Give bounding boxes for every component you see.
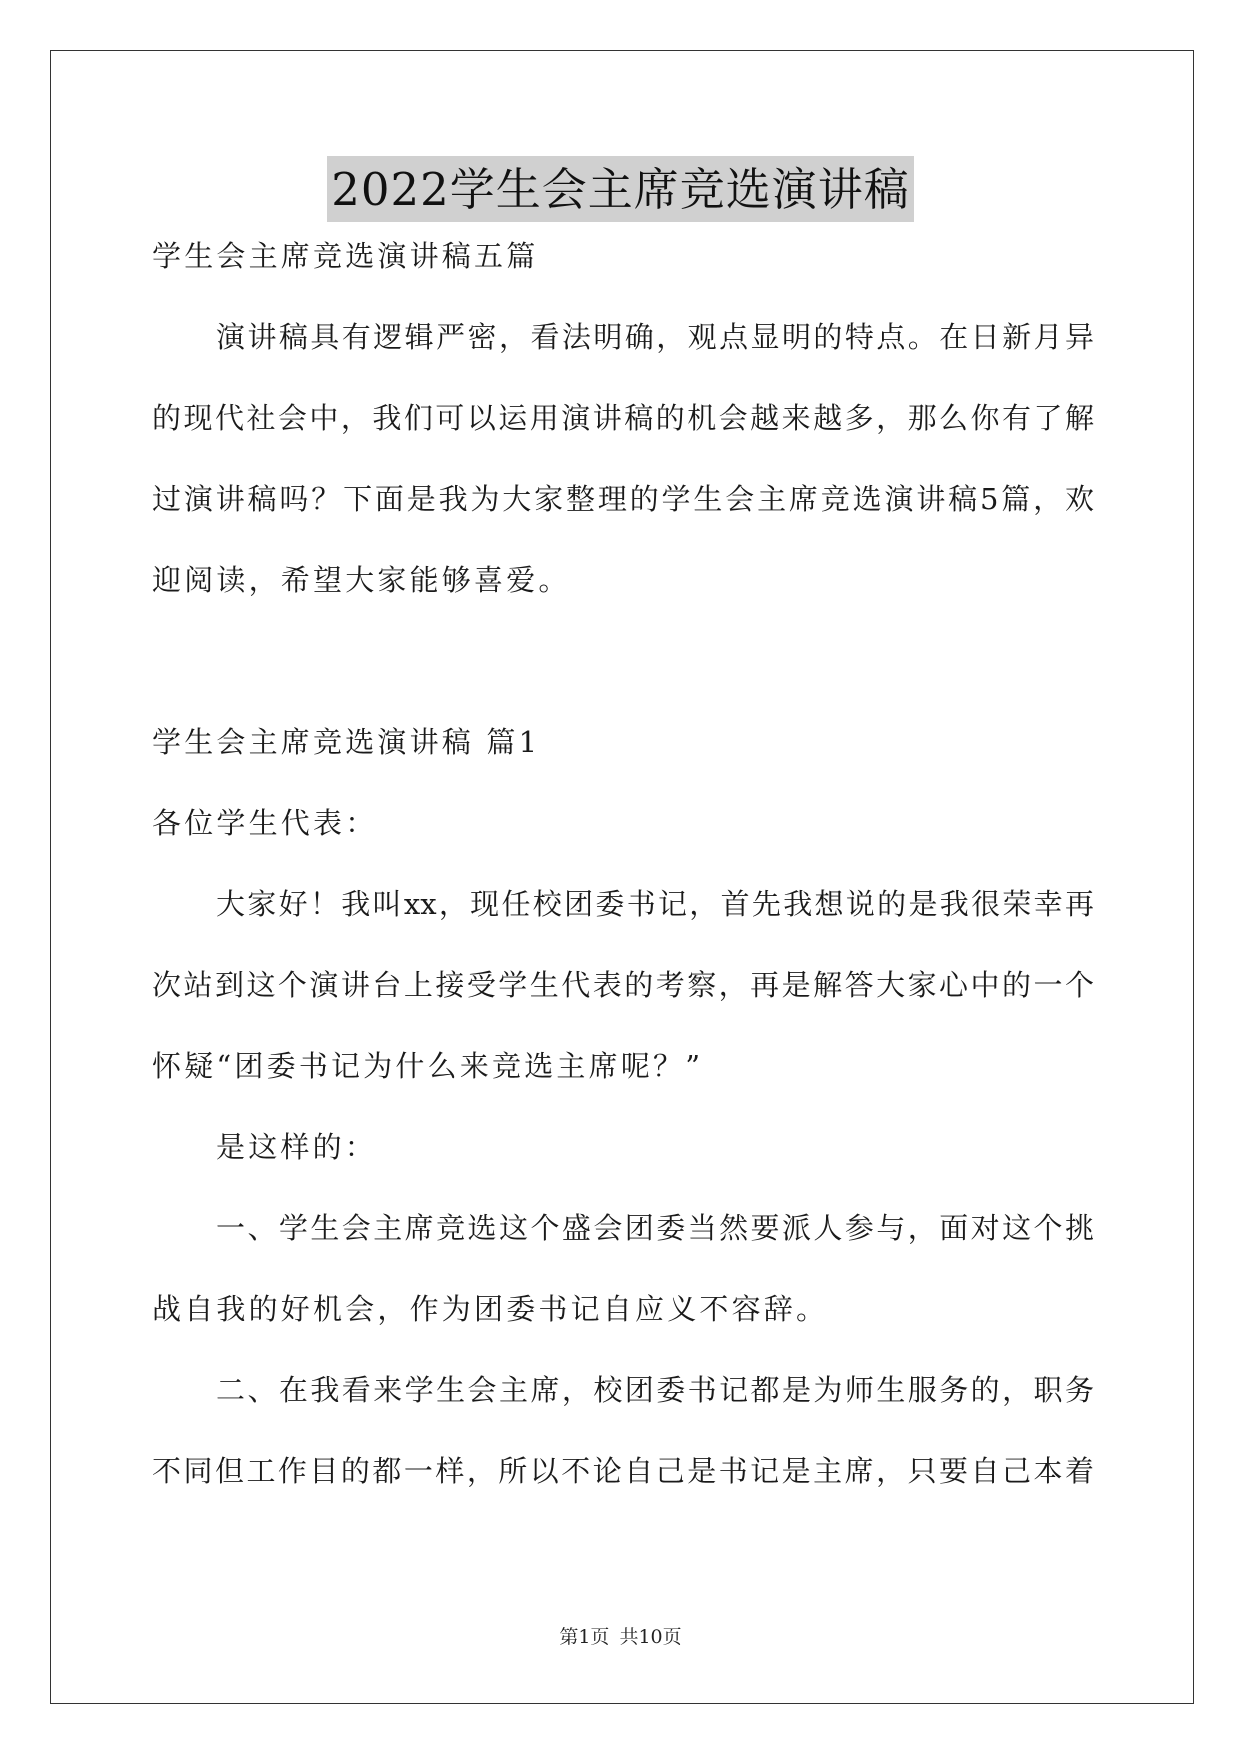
speech-paragraph-3	[152, 1208, 1094, 1329]
paragraph-line: 大家好！我叫xx，现任校团委书记，首先我想说的是我很荣幸再	[216, 887, 1094, 921]
speech-paragraph-1	[152, 884, 1094, 1086]
page-footer	[0, 1624, 1241, 1650]
document-title: 2022学生会主席竞选演讲稿	[327, 156, 914, 222]
speech-paragraph-4	[152, 1370, 1094, 1491]
paragraph-line: 的现代社会中，我们可以运用演讲稿的机会越来越多，那么你有了解	[152, 401, 1094, 435]
paragraph-line: 次站到这个演讲台上接受学生代表的考察，再是解答大家心中的一个	[152, 968, 1094, 1002]
paragraph-line: 一、学生会主席竞选这个盛会团委当然要派人参与，面对这个挑	[216, 1211, 1094, 1245]
page-total: 共10页	[619, 1626, 682, 1648]
speech-paragraph-2: 是这样的：	[216, 1130, 378, 1164]
subtitle: 学生会主席竞选演讲稿五篇	[152, 239, 539, 273]
salutation: 各位学生代表：	[152, 806, 378, 840]
paragraph-line: 迎阅读，希望大家能够喜爱。	[152, 563, 571, 597]
section-heading: 学生会主席竞选演讲稿 篇1	[152, 725, 541, 759]
paragraph-line: 战自我的好机会，作为团委书记自应义不容辞。	[152, 1292, 829, 1326]
paragraph-line: 演讲稿具有逻辑严密，看法明确，观点显明的特点。在日新月异	[216, 320, 1094, 354]
page-number: 第1页	[559, 1626, 610, 1648]
paragraph-line: 二、在我看来学生会主席，校团委书记都是为师生服务的，职务	[216, 1373, 1094, 1407]
title-container	[0, 156, 1241, 222]
intro-paragraph	[152, 317, 1094, 600]
paragraph-line: 怀疑“团委书记为什么来竞选主席呢？”	[152, 1049, 704, 1083]
paragraph-line: 过演讲稿吗？下面是我为大家整理的学生会主席竞选演讲稿5篇，欢	[152, 482, 1094, 516]
document-body	[152, 236, 1094, 1491]
paragraph-line: 不同但工作目的都一样，所以不论自己是书记是主席，只要自己本着	[152, 1454, 1094, 1488]
